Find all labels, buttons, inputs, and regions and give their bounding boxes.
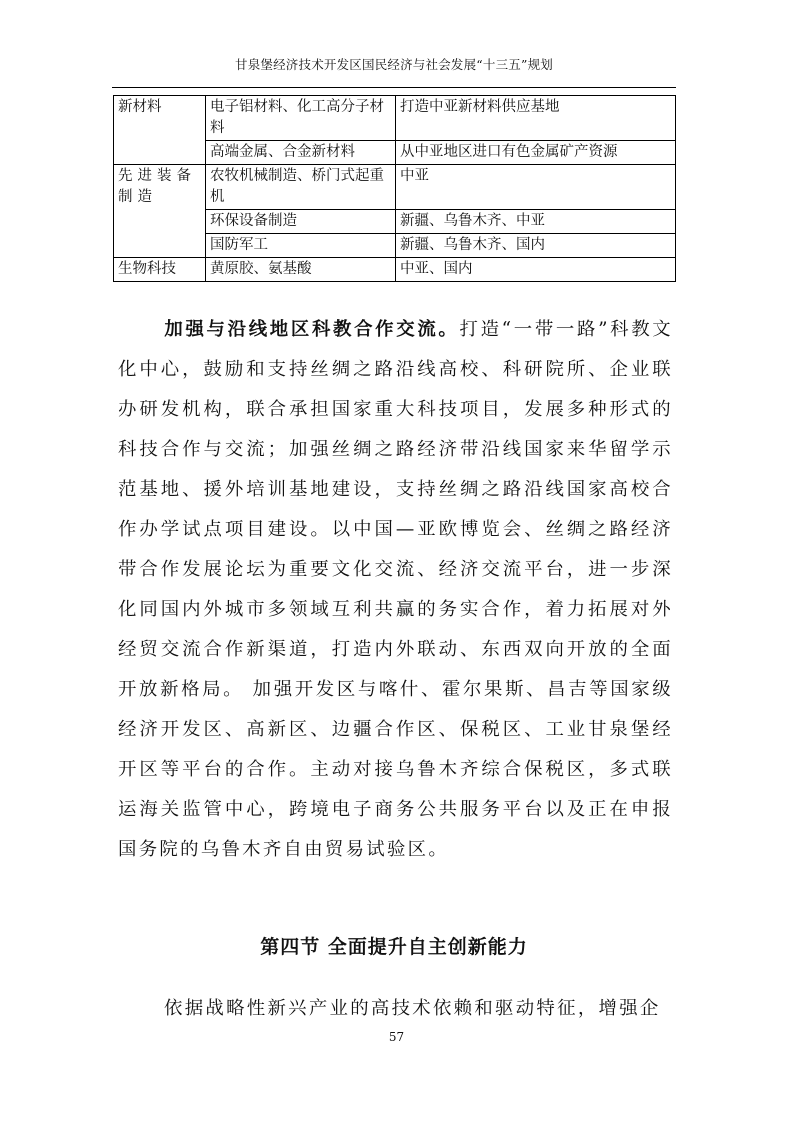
table-row bbox=[114, 258, 676, 282]
paragraph-text: 依据战略性新兴产业的高技术依赖和驱动特征，增强企 bbox=[164, 998, 661, 1019]
header-rule bbox=[112, 87, 676, 88]
table-cell-product: 高端金属、合金新材料 bbox=[206, 141, 396, 165]
body-paragraph-2 bbox=[118, 993, 673, 1025]
table-cell-market: 打造中亚新材料供应基地 bbox=[396, 96, 676, 141]
table-cell-market: 新疆、乌鲁木齐、中亚 bbox=[396, 210, 676, 234]
table-cell-market: 从中亚地区进口有色金属矿产资源 bbox=[396, 141, 676, 165]
table-cell-market: 中亚 bbox=[396, 165, 676, 210]
table-cell-product: 农牧机械制造、桥门式起重机 bbox=[206, 165, 396, 210]
table-cell-product: 黄原胶、氨基酸 bbox=[206, 258, 396, 282]
paragraph-text: 打造“一带一路”科教文化中心，鼓励和支持丝绸之路沿线高校、科研院所、企业联办研发机构，联合承担国家重大科技项目，发展多种形式的科技合作与交流；加强丝绸之路经济带沿线国家来华留学示范基地、援外培训基地建设，支持丝绸之路沿线国家高校合作办学试点项目建设。以中国—亚欧博览会、丝绸之路经济带合作发展论坛为重要文化交流、经济交流平台，进一步深化同国内外城市多领域互利共赢的务实合作，着力拓展对外经贸交流合作新渠道，打造内外联动、东西双向开放的全面开放新格局。 加强开发区与喀什、霍尔果斯、昌吉等国家级经济开发区、高新区、边疆合作区、保税区、工业甘泉堡经开区等平台的合作。主动对接乌鲁木齐综合保税区，多式联运海关监管中心，跨境电子商务公共服务平台以及正在申报国务院的乌鲁木齐自由贸易试验区。 bbox=[118, 319, 674, 860]
table-cell-product: 国防军工 bbox=[206, 234, 396, 258]
table-cell-market: 中亚、国内 bbox=[396, 258, 676, 282]
table-row bbox=[114, 165, 676, 210]
page-number: 57 bbox=[388, 1030, 405, 1044]
industry-table bbox=[113, 95, 676, 282]
table-cell-product: 环保设备制造 bbox=[206, 210, 396, 234]
table-cell-market: 新疆、乌鲁木齐、国内 bbox=[396, 234, 676, 258]
table-row bbox=[114, 96, 676, 141]
page-header: 甘泉堡经济技术开发区国民经济与社会发展“十三五”规划 bbox=[235, 57, 553, 72]
table-cell-product: 电子铝材料、化工高分子材料 bbox=[206, 96, 396, 141]
paragraph-lead: 加强与沿线地区科教合作交流。 bbox=[164, 319, 460, 340]
body-paragraph bbox=[118, 310, 673, 870]
table-cell-category: 生物科技 bbox=[114, 258, 206, 282]
section-title: 第四节 全面提升自主创新能力 bbox=[260, 936, 528, 958]
table-cell-category: 先进装备制造 bbox=[114, 165, 206, 258]
table-cell-category: 新材料 bbox=[114, 96, 206, 165]
